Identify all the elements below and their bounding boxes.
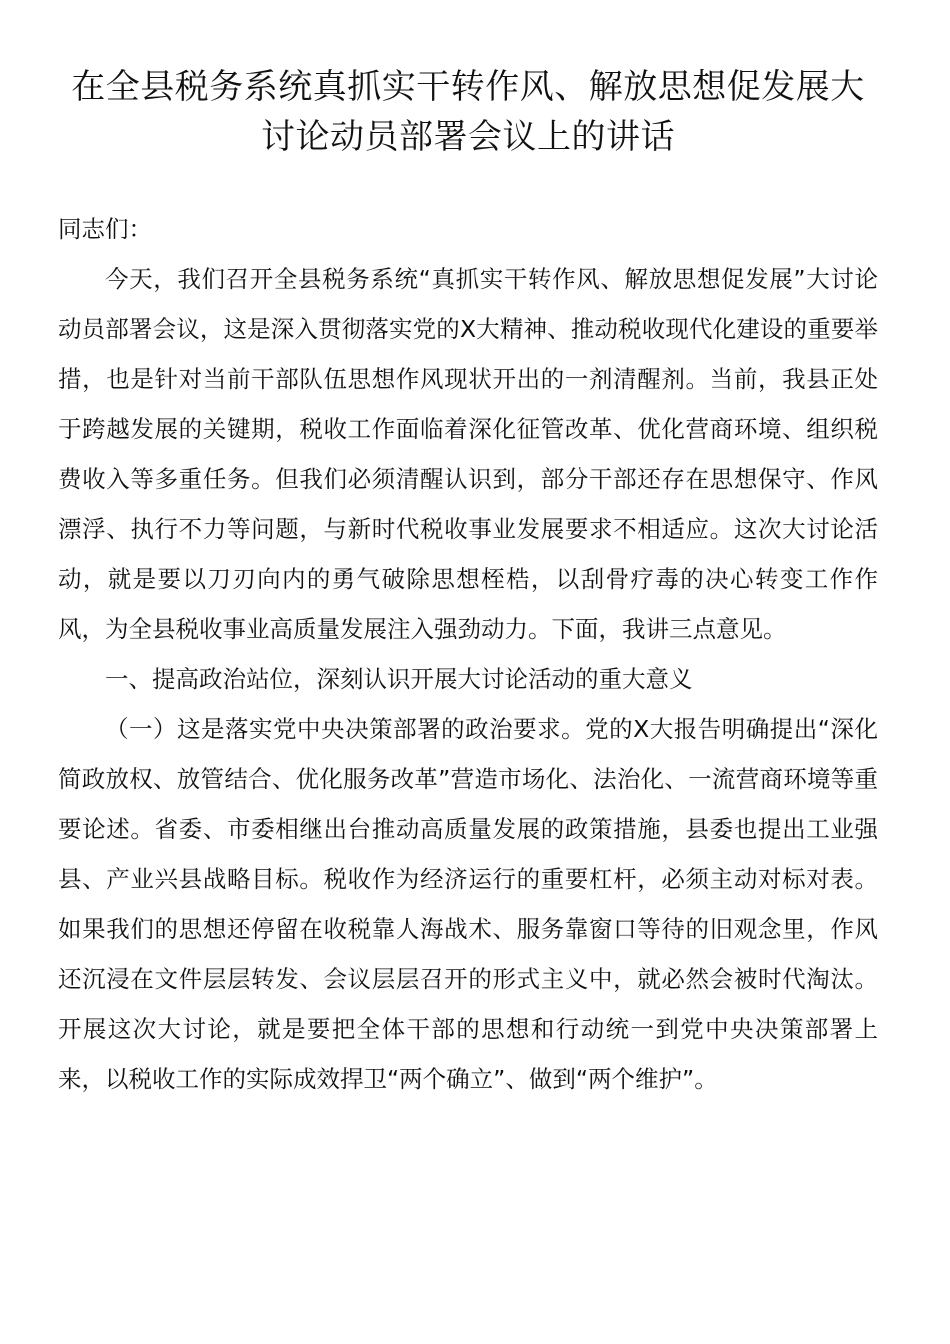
- opening-paragraph: 今天，我们召开全县税务系统“真抓实干转作风、解放思想促发展”大讨论动员部署会议，这是深入贯彻落实党的X大精神、推动税收现代化建设的重要举措，也是针对当前干部队伍思想作风现状开出的一剂清醒剂。当前，我县正处于跨越发展的关键期，税收工作面临着深化征管改革、优化营商环境、组织税费收入等多重任务。但我们必须清醒认识到，部分干部还存在思想保守、作风漂浮、执行不力等问题，与新时代税收事业发展要求不相适应。这次大讨论活动，就是要以刀刃向内的勇气破除思想桎梏，以刮骨疗毒的决心转变工作作风，为全县税收事业高质量发展注入强劲动力。下面，我讲三点意见。: [58, 265, 878, 643]
- document-body: [58, 204, 878, 1104]
- document-title: 在全县税务系统真抓实干转作风、解放思想促发展大讨论动员部署会议上的讲话: [71, 67, 865, 157]
- salutation: 同志们：: [58, 215, 152, 243]
- subsection-paragraph-1: （一）这是落实党中央决策部署的政治要求。党的X大报告明确提出“深化简政放权、放管结合、优化服务改革”营造市场化、法治化、一流营商环境等重要论述。省委、市委相继出台推动高质量发展的政策措施，县委也提出工业强县、产业兴县战略目标。税收作为经济运行的重要杠杆，必须主动对标对表。如果我们的思想还停留在收税靠人海战术、服务靠窗口等待的旧观念里，作风还沉浸在文件层层转发、会议层层召开的形式主义中，就必然会被时代淘汰。开展这次大讨论，就是要把全体干部的思想和行动统一到党中央决策部署上来，以税收工作的实际成效捍卫“两个确立”、做到“两个维护”。: [58, 715, 878, 1093]
- section-heading-1: 一、提高政治站位，深刻认识开展大讨论活动的重大意义: [105, 665, 693, 693]
